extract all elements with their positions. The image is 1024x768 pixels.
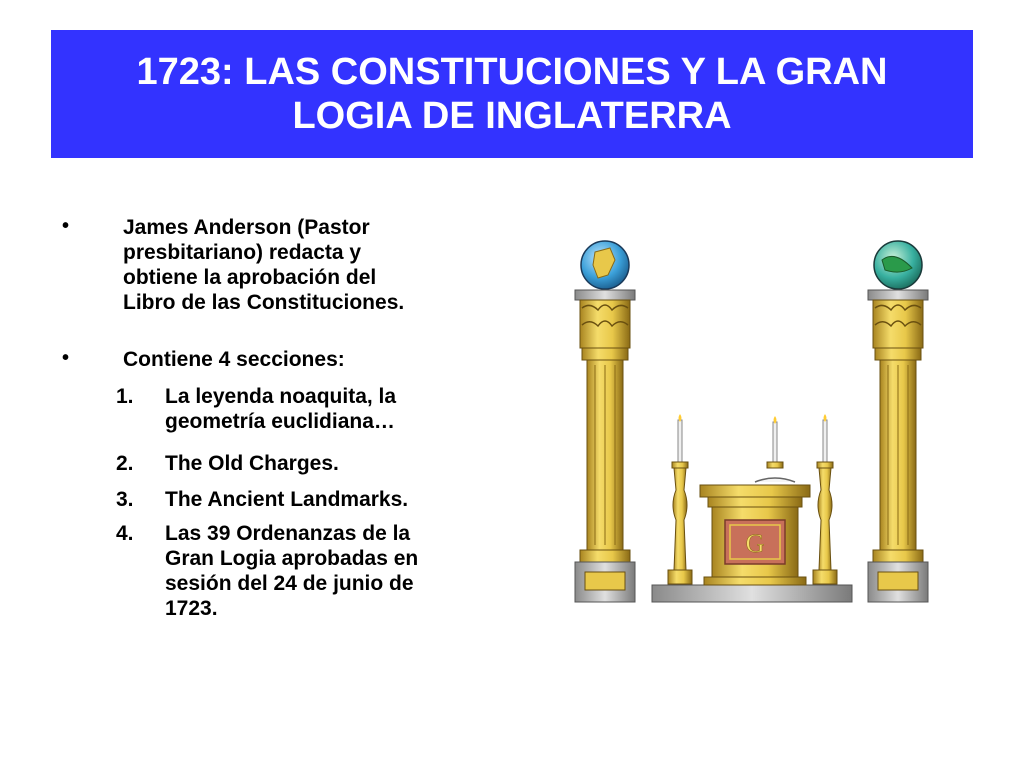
section-line: The Old Charges. [165, 452, 339, 475]
bullet-line: Contiene 4 secciones: [123, 348, 345, 371]
section-number: 3. [116, 488, 134, 511]
left-candlestick [668, 414, 692, 584]
open-book-icon [755, 478, 795, 482]
section-text [165, 521, 495, 621]
section-line: Gran Logia aprobadas en [165, 547, 419, 570]
section-line: 1723. [165, 597, 218, 620]
masonic-altar-illustration [560, 230, 960, 610]
section-line: The Ancient Landmarks. [165, 488, 409, 511]
title-line-1: 1723: LAS CONSTITUCIONES Y LA GRAN [136, 51, 888, 93]
section-line: geometría euclidiana… [165, 410, 395, 433]
altar-base-platform [652, 585, 852, 602]
section-text [165, 384, 495, 434]
center-candlestick [767, 416, 783, 468]
bullet-line: Libro de las Constituciones. [123, 291, 405, 314]
bullet-marker: • [62, 347, 70, 369]
bullet-text-anderson [123, 215, 483, 315]
bullet-line: presbitariano) redacta y [123, 241, 362, 264]
altar [700, 478, 810, 585]
bullet-text-sections [123, 347, 483, 372]
section-line: La leyenda noaquita, la [165, 385, 397, 408]
altar-letter-g: G [745, 529, 765, 558]
right-pillar [868, 241, 928, 602]
bullet-marker: • [62, 215, 70, 237]
section-text [165, 487, 495, 512]
section-line: Las 39 Ordenanzas de la [165, 522, 411, 545]
bullet-line: James Anderson (Pastor [123, 216, 370, 239]
title-line-2: LOGIA DE INGLATERRA [292, 95, 732, 137]
right-candlestick [813, 414, 837, 584]
section-number: 1. [116, 385, 134, 408]
section-line: sesión del 24 de junio de [165, 572, 414, 595]
left-pillar [575, 241, 635, 602]
section-number: 2. [116, 452, 134, 475]
section-number: 4. [116, 522, 134, 545]
section-text [165, 451, 495, 476]
bullet-line: obtiene la aprobación del [123, 266, 377, 289]
